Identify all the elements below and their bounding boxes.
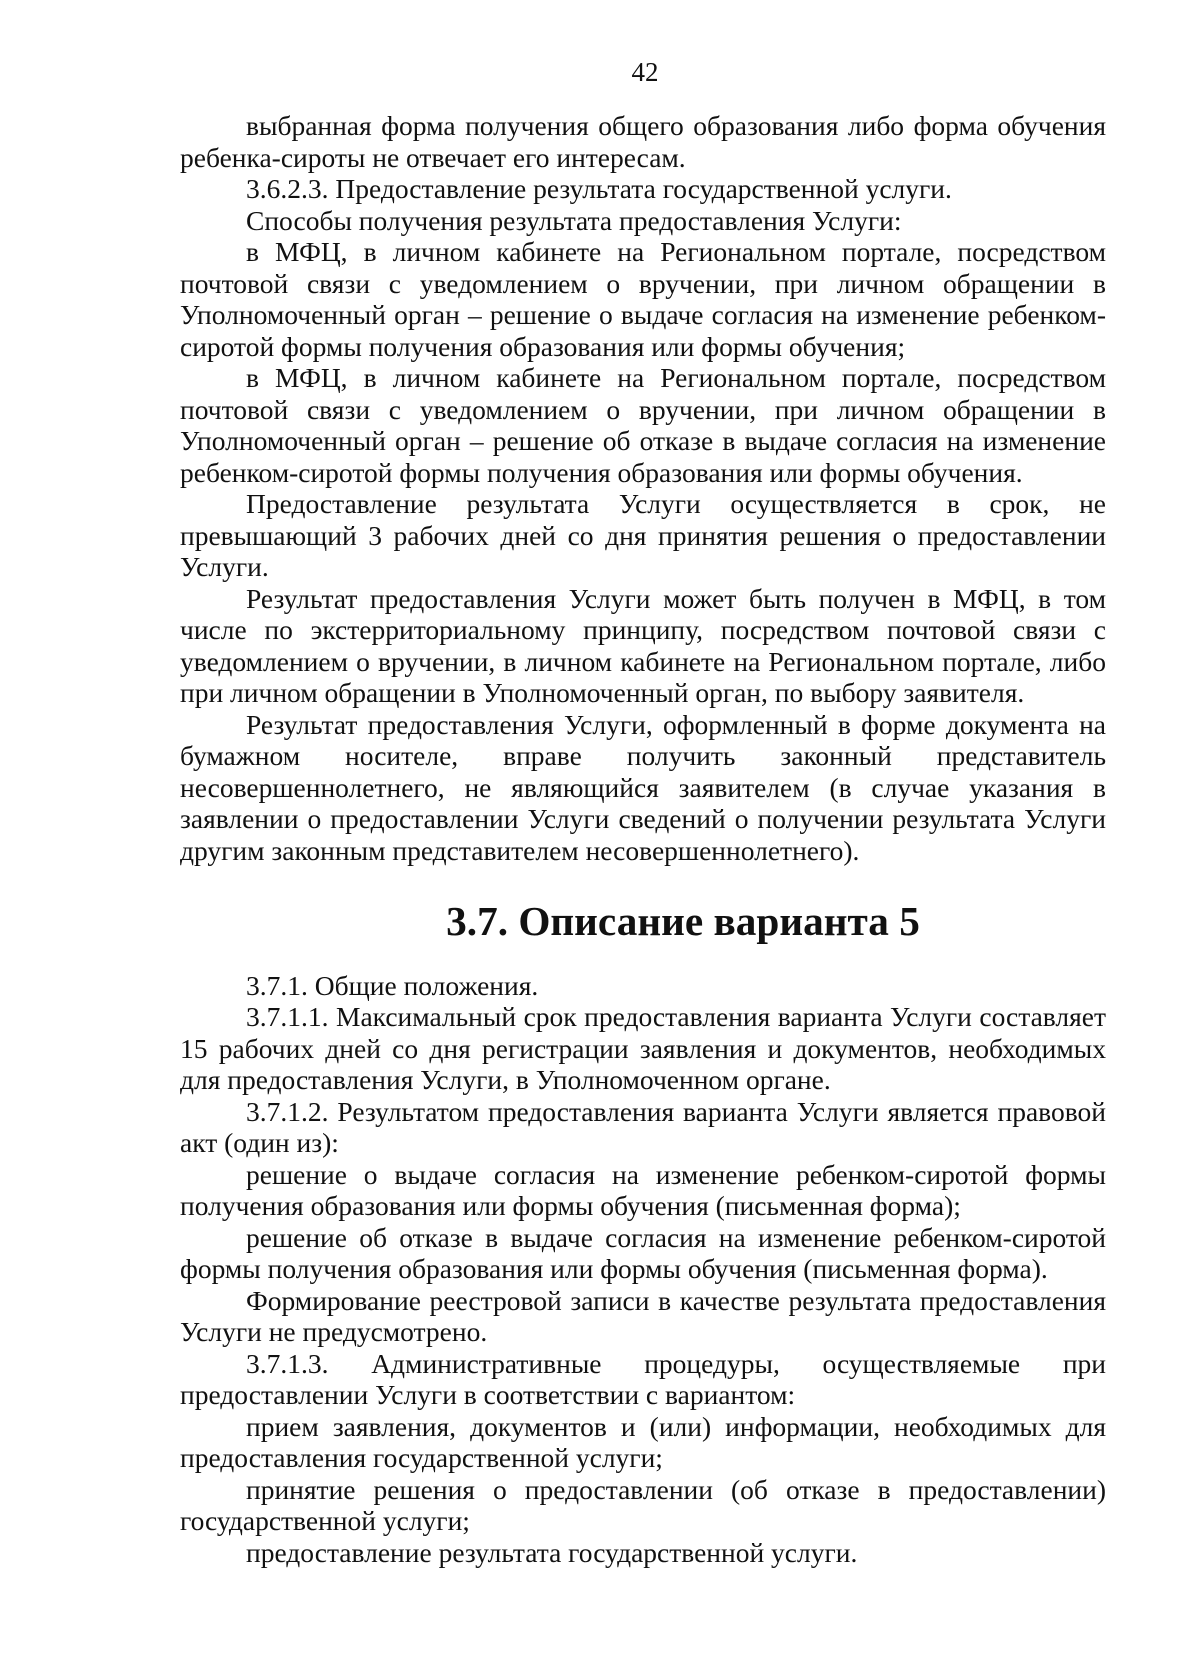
paragraph: 3.7.1.1. Максимальный срок предоставления варианта Услуги составляет 15 рабочих дней со дня регистрации заявления и документов, необходимых для предоставления Услуги, в Уполномоченном органе. <box>180 1001 1106 1095</box>
paragraph: решение о выдаче согласия на изменение ребенком-сиротой формы получения образования или формы обучения (письменная форма); <box>180 1158 1106 1221</box>
page-number: 42 <box>631 57 659 87</box>
paragraph: Предоставление результата Услуги осуществляется в срок, не превышающий 3 рабочих дней со дня принятия решения о предоставлении Услуги. <box>180 488 1106 582</box>
paragraph: 3.6.2.3. Предоставление результата государственной услуги. <box>246 173 952 204</box>
paragraph: решение об отказе в выдаче согласия на изменение ребенком-сиротой формы получения образования или формы обучения (письменная форма). <box>180 1221 1106 1284</box>
procedures-intro-line-1: 3.7.1.3. Административные процедуры, осуществляемые при <box>246 1347 1106 1379</box>
paragraph: Результат предоставления Услуги, оформленный в форме документа на бумажном носителе, вправе получить законный представитель несовершеннолетнего, не являющийся заявителем (в случае указания в заявлении о предоставлении Услуги сведений о получении результата Услуги другим законным представителем несовершеннолетнего). <box>180 708 1106 866</box>
list-item: прием заявления, документов и (или) информации, необходимых для предоставления государственной услуги; <box>180 1410 1106 1473</box>
paragraph: в МФЦ, в личном кабинете на Региональном портале, посредством почтовой связи с уведомлением о вручении, при личном обращении в Уполномоченный орган – решение об отказе в выдаче согласия на изменение ребенком-сиротой формы получения образования или формы обучения. <box>180 362 1106 488</box>
list-item: предоставление результата государственной услуги. <box>246 1536 858 1568</box>
paragraph: 3.7.1.2. Результатом предоставления варианта Услуги является правовой акт (один из): <box>180 1095 1106 1158</box>
paragraph: 3.7.1. Общие положения. <box>246 969 539 1001</box>
paragraph: Формирование реестровой записи в качестве результата предоставления Услуги не предусмотрено. <box>180 1284 1106 1347</box>
procedures-intro-line-2: предоставлении Услуги в соответствии с вариантом: <box>180 1379 796 1410</box>
paragraph: Результат предоставления Услуги может быть получен в МФЦ, в том числе по экстерриториальному принципу, посредством почтовой связи с уведомлением о вручении, в личном кабинете на Региональном портале, либо при личном обращении в Уполномоченный орган, по выбору заявителя. <box>180 582 1106 708</box>
paragraph: выбранная форма получения общего образования либо форма обучения ребенка-сироты не отвечает его интересам. <box>180 110 1106 173</box>
paragraph: Способы получения результата предоставления Услуги: <box>246 204 902 236</box>
paragraph-procedures-intro <box>180 1348 1106 1411</box>
list-item: принятие решения о предоставлении (об отказе в предоставлении) государственной услуги; <box>180 1473 1106 1536</box>
paragraph: в МФЦ, в личном кабинете на Региональном портале, посредством почтовой связи с уведомлением о вручении, при личном обращении в Уполномоченный орган – решение о выдаче согласия на изменение ребенком-сиротой формы получения образования или формы обучения; <box>180 236 1106 362</box>
section-heading: 3.7. Описание варианта 5 <box>446 898 920 944</box>
document-body <box>180 110 1106 1568</box>
